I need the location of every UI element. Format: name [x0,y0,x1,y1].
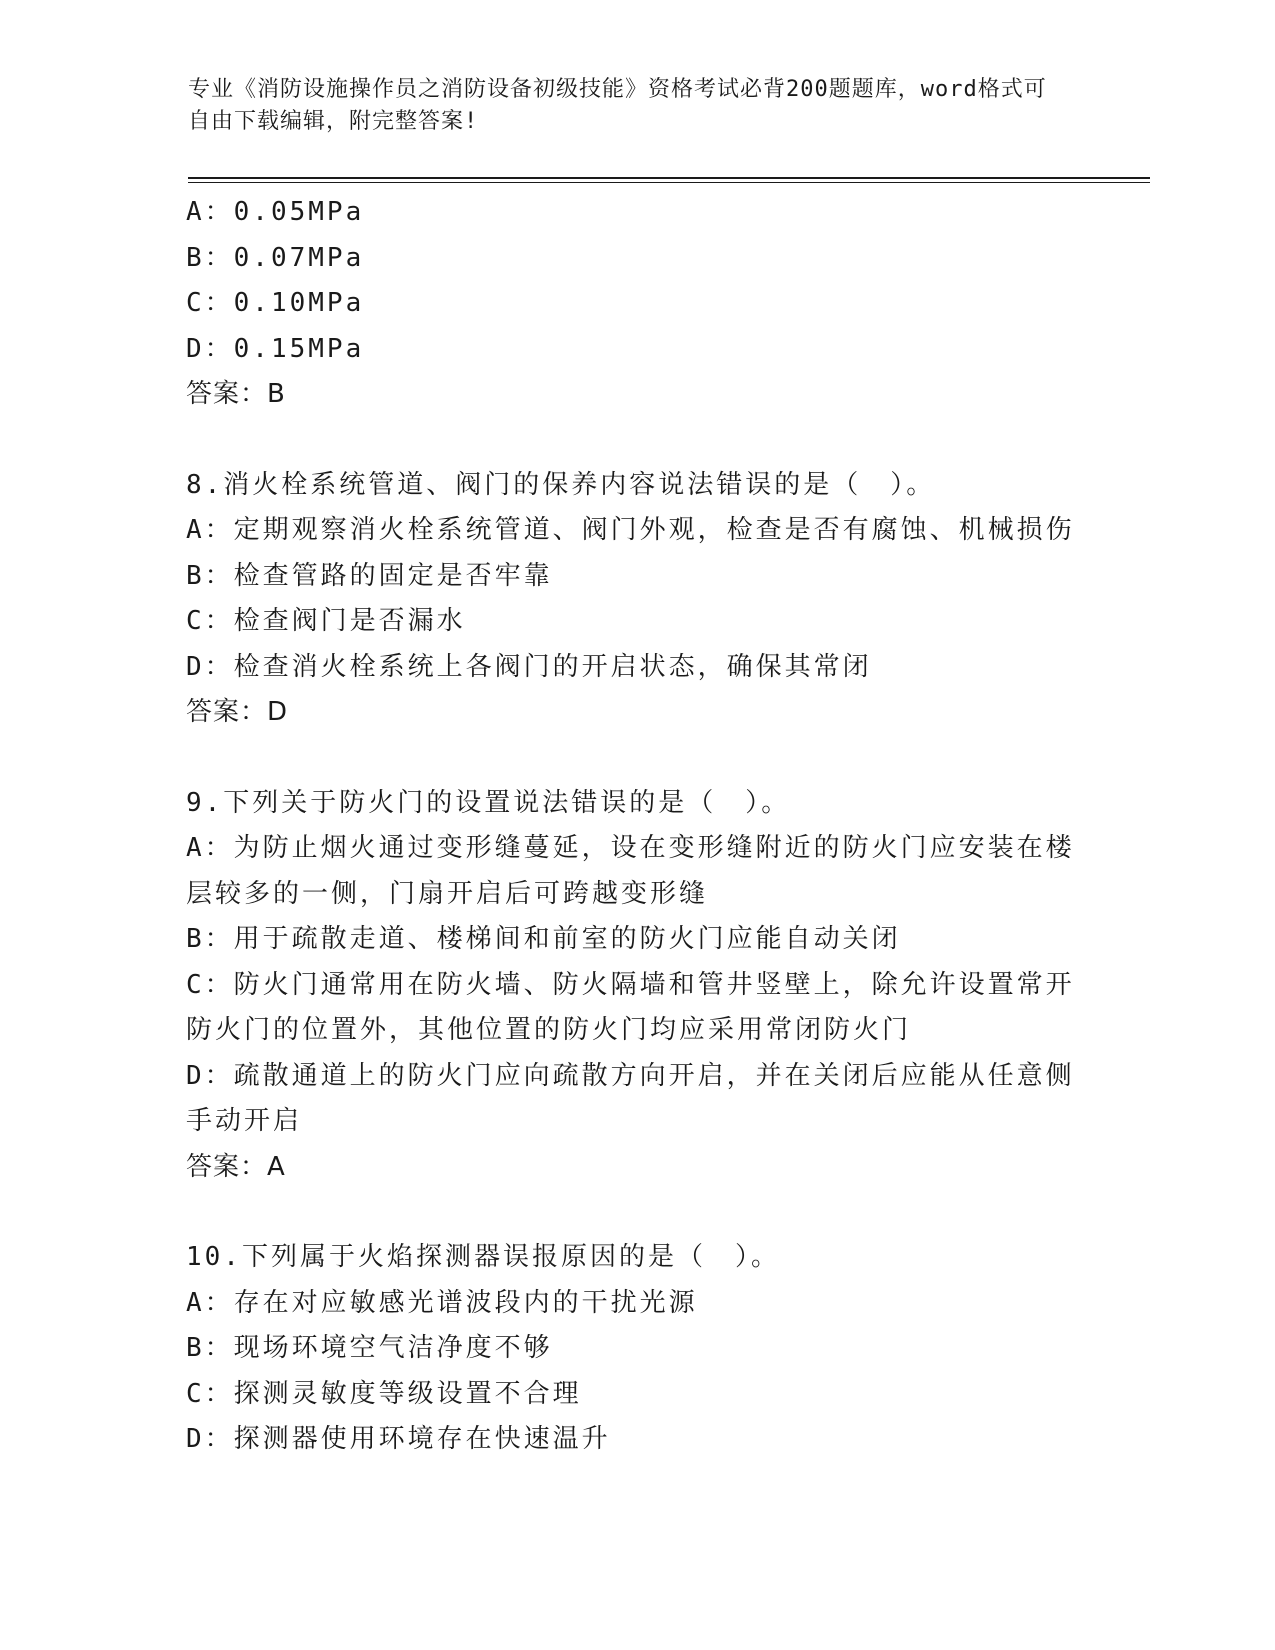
option-a: A：定期观察消火栓系统管道、阀门外观，检查是否有腐蚀、机械损伤 [186,515,1075,545]
option-a: A：为防止烟火通过变形缝蔓延，设在变形缝附近的防火门应安装在楼层较多的一侧，门扇开启后可跨越变形缝 [186,833,1075,909]
option-c: C：探测灵敏度等级设置不合理 [186,1378,582,1409]
question-8-block [186,463,1086,736]
option-c: C：检查阀门是否漏水 [186,606,466,636]
option-a: A：0.05MPa [186,197,365,227]
answer-label: 答案：A [186,1151,286,1182]
document-header: 专业《消防设施操作员之消防设备初级技能》资格考试必背200题题库，word格式可自由下载编辑，附完整答案! [188,77,1047,134]
option-c: C：0.10MPa [186,288,365,318]
option-b: B：0.07MPa [186,242,365,273]
option-b: B：现场环境空气洁净度不够 [186,1333,553,1363]
option-c: C：防火门通常用在防火墙、防火隔墙和管井竖壁上，除允许设置常开防火门的位置外，其他位置的防火门均应采用常闭防火门 [186,969,1075,1045]
question-7-block [186,190,1086,418]
option-d: D：探测器使用环境存在快速温升 [186,1424,611,1454]
answer-label: 答案：D [186,697,289,727]
question-text: 8.消火栓系统管道、阀门的保养内容说法错误的是（ ）。 [186,469,936,500]
question-9-block [186,781,1086,1191]
option-b: B：检查管路的固定是否牢靠 [186,560,553,591]
question-text: 10.下列属于火焰探测器误报原因的是（ ）。 [186,1242,780,1272]
question-text: 9.下列关于防火门的设置说法错误的是（ ）。 [186,787,791,818]
option-d: D：0.15MPa [186,333,365,364]
question-list [186,190,1086,1463]
header-rule-thin [188,182,1150,183]
answer-label: 答案：B [186,379,286,409]
spacer [186,1190,1086,1235]
spacer [186,418,1086,463]
header-rule-thick [188,177,1150,179]
option-a: A：存在对应敏感光谱波段内的干扰光源 [186,1287,698,1318]
option-b: B：用于疏散走道、楼梯间和前室的防火门应能自动关闭 [186,924,901,954]
option-d: D：检查消火栓系统上各阀门的开启状态，确保其常闭 [186,651,872,682]
question-10-block [186,1235,1086,1463]
spacer [186,736,1086,781]
option-d: D：疏散通道上的防火门应向疏散方向开启，并在关闭后应能从任意侧手动开启 [186,1060,1075,1136]
